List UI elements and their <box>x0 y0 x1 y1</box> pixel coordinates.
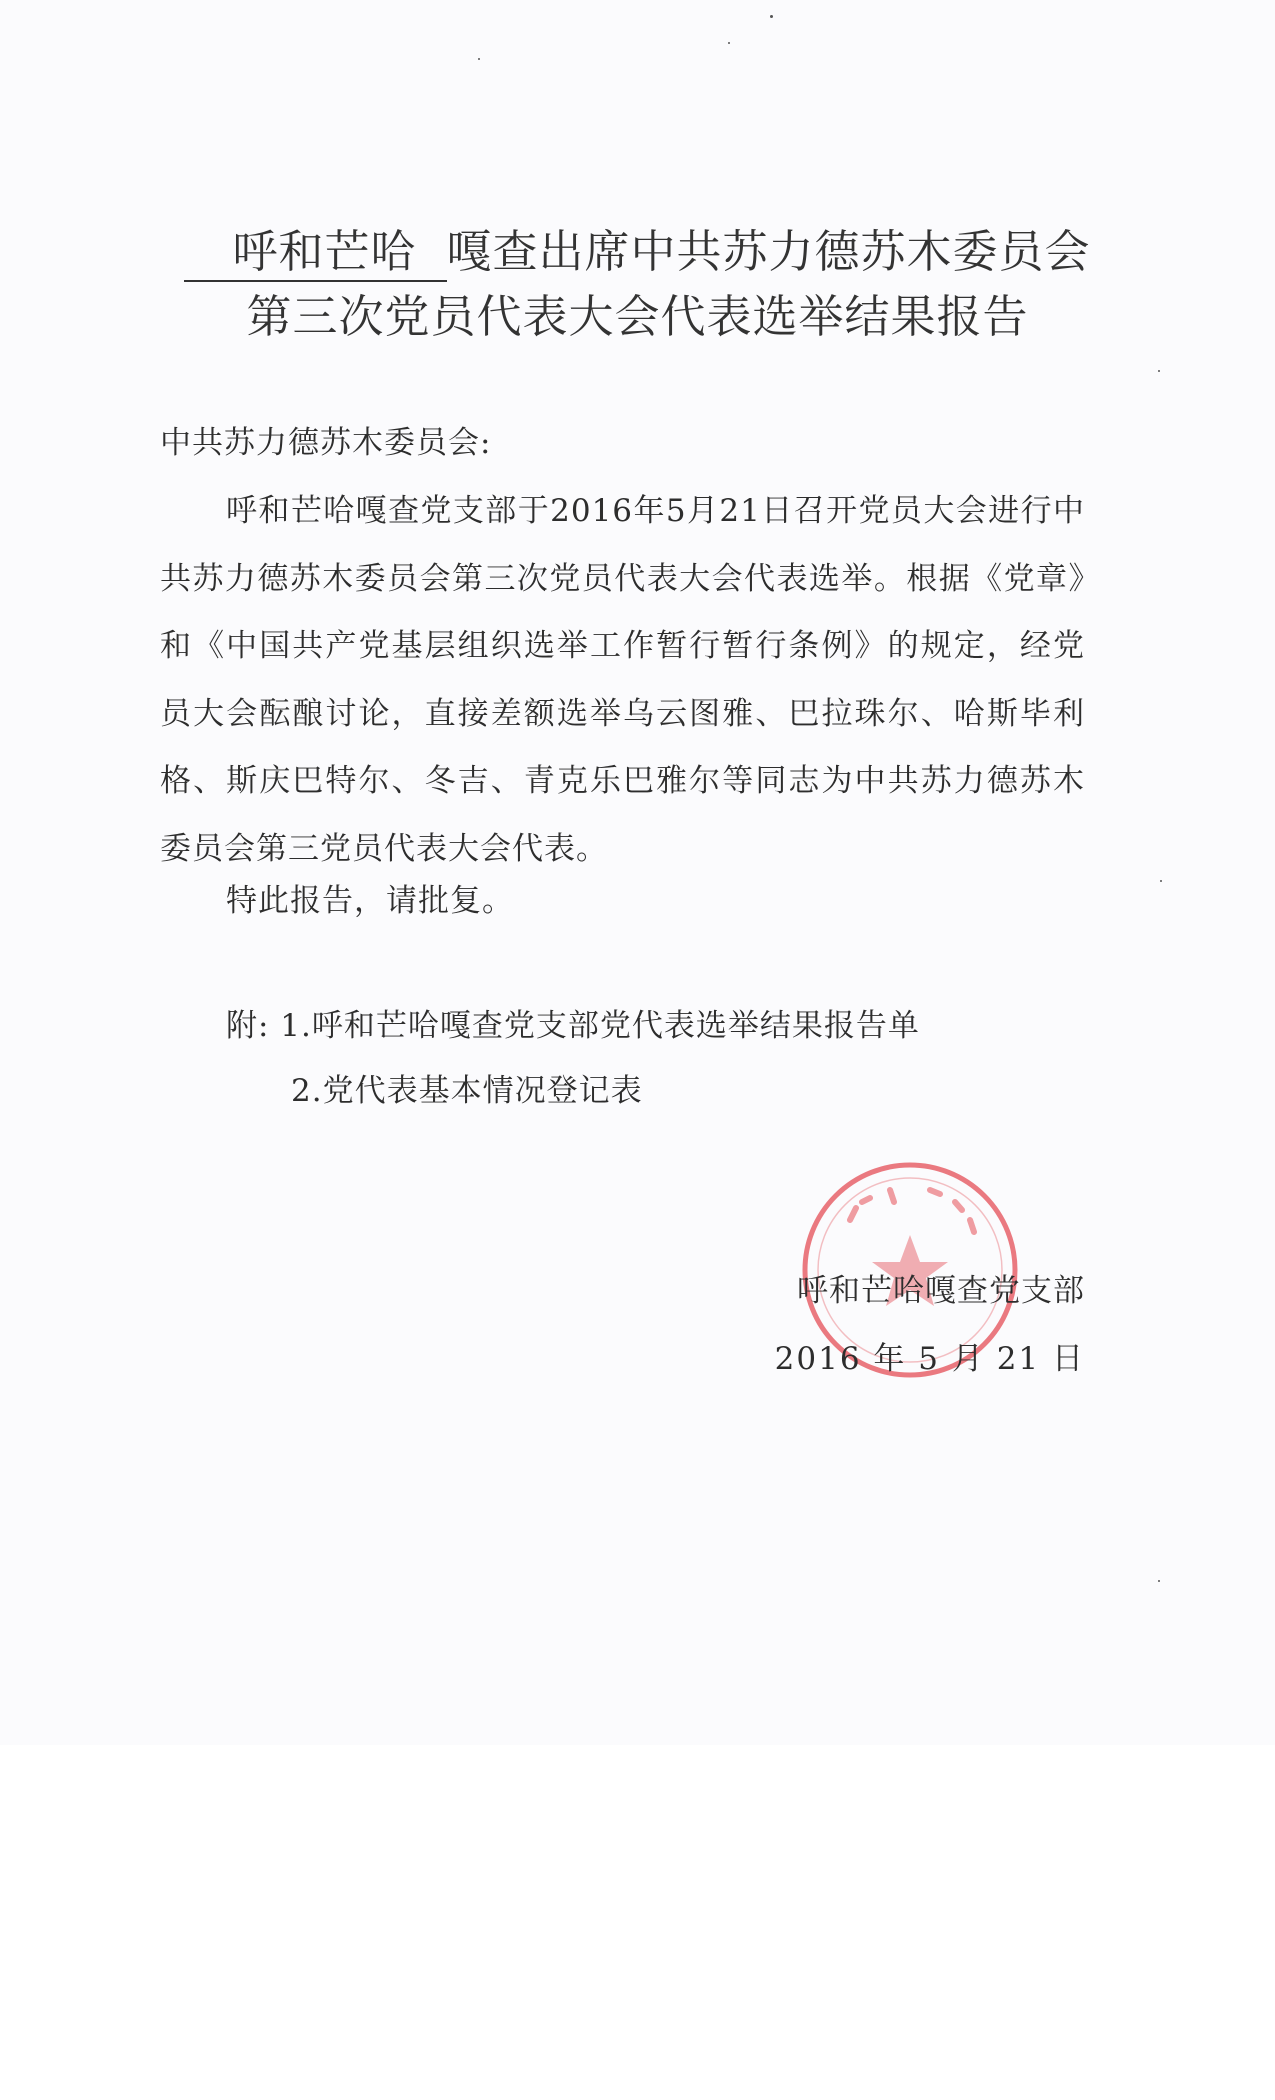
report-title-line2: 第三次党员代表大会代表选举结果报告 <box>246 290 1029 343</box>
report-title-line1 <box>0 215 1275 282</box>
signer-organization: 呼和芒哈嘎查党支部 <box>797 1273 1085 1309</box>
scan-speck <box>770 15 773 18</box>
scan-speck <box>728 42 730 44</box>
scan-speck <box>1158 1580 1160 1582</box>
title-line1-rest: 嘎查出席中共苏力德苏木委员会 <box>446 225 1091 278</box>
scan-speck <box>478 58 480 60</box>
scan-speck <box>1158 370 1160 372</box>
salutation: 中共苏力德苏木委员会: <box>160 425 492 461</box>
closing-line: 特此报告，请批复。 <box>226 883 514 919</box>
scan-speck <box>1160 880 1162 882</box>
title-underlined-name: 呼和芒哈 <box>184 226 446 282</box>
attachment-item-1: 附: 1.呼和芒哈嘎查党支部党代表选举结果报告单 <box>226 1008 920 1044</box>
attachment-item-2: 2.党代表基本情况登记表 <box>291 1073 643 1109</box>
body-paragraph: 呼和芒哈嘎查党支部于2016年5月21日召开党员大会进行中共苏力德苏木委员会第三次党员代表大会代表选举。根据《党章》和《中国共产党基层组织选举工作暂行暂行条例》的规定，经党员大会酝酿讨论，直接差额选举乌云图雅、巴拉珠尔、哈斯毕利格、斯庆巴特尔、冬吉、青克乐巴雅尔等同志为中共苏力德苏木委员会第三党员代表大会代表。 <box>160 493 1085 867</box>
report-date: 2016 年 5 月 21 日 <box>774 1341 1085 1377</box>
